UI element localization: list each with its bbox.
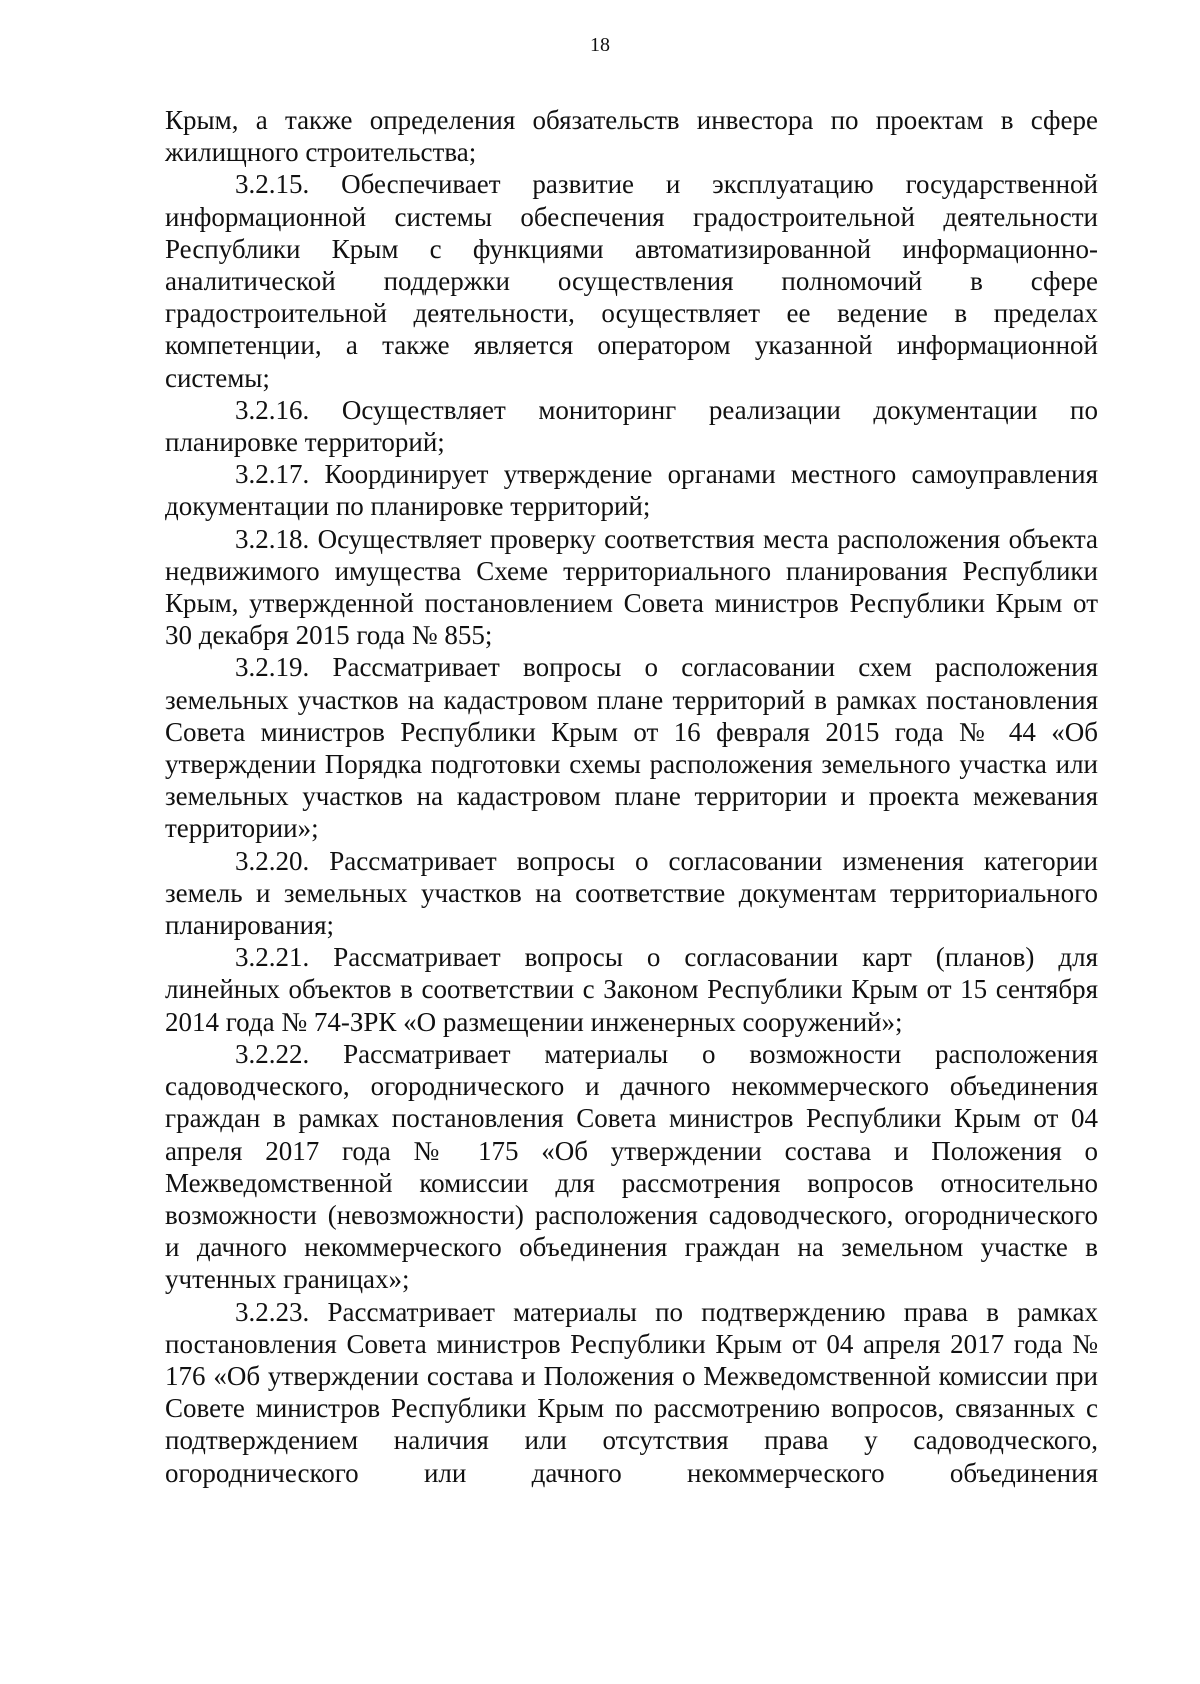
paragraph-item-3-2-22: 3.2.22. Рассматривает материалы о возможности расположения садоводческого, огороднического и дачного некоммерческого объединения граждан в рамках постановления Совета министров Республики Крым от 04 апреля 2017 года № 175 «Об утверждении состава и Положения о Межведомственной комиссии для рассмотрения вопросов относительно возможности (невозможности) расположения садоводческого, огороднического и дачного некоммерческого объединения граждан на земельном участке в учтенных границах»; xyxy=(165,1038,1098,1295)
document-body xyxy=(165,104,1098,1489)
paragraph-item-3-2-23: 3.2.23. Рассматривает материалы по подтверждению права в рамках постановления Совета министров Республики Крым от 04 апреля 2017 года № 176 «Об утверждении состава и Положения о Межведомственной комиссии при Совете министров Республики Крым по рассмотрению вопросов, связанных с подтверждением наличия или отсутствия права у садоводческого, огороднического или дачного некоммерческого объединения xyxy=(165,1296,1098,1488)
page-number: 18 xyxy=(590,34,610,56)
paragraph-item-3-2-16: 3.2.16. Осуществляет мониторинг реализации документации по планировке территорий; xyxy=(165,394,1098,458)
paragraph-item-3-2-20: 3.2.20. Рассматривает вопросы о согласовании изменения категории земель и земельных участков на соответствие документам территориального планирования; xyxy=(165,845,1098,941)
paragraph-intro-continuation: Крым, а также определения обязательств инвестора по проектам в сфере жилищного строительства; xyxy=(165,105,1098,168)
paragraph-item-3-2-19: 3.2.19. Рассматривает вопросы о согласовании схем расположения земельных участков на кадастровом плане территорий в рамках постановления Совета министров Республики Крым от 16 февраля 2015 года № 44 «Об утверждении Порядка подготовки схемы расположения земельного участка или земельных участков на кадастровом плане территории и проекта межевания территории»; xyxy=(165,652,1098,844)
paragraph-item-3-2-21: 3.2.21. Рассматривает вопросы о согласовании карт (планов) для линейных объектов в соответствии с Законом Республики Крым от 15 сентября 2014 года № 74-ЗРК «О размещении инженерных сооружений»; xyxy=(165,942,1098,1037)
paragraph-item-3-2-15: 3.2.15. Обеспечивает развитие и эксплуатацию государственной информационной системы обеспечения градостроительной деятельности Республики Крым с функциями автоматизированной информационно-аналитической поддержки осуществления полномочий в сфере градостроительной деятельности, осуществляет ее ведение в пределах компетенции, а также является оператором указанной информационной системы; xyxy=(165,169,1098,393)
paragraph-item-3-2-17: 3.2.17. Координирует утверждение органами местного самоуправления документации по планировке территорий; xyxy=(165,459,1098,522)
paragraph-item-3-2-18: 3.2.18. Осуществляет проверку соответствия места расположения объекта недвижимого имущества Схеме территориального планирования Республики Крым, утвержденной постановлением Совета министров Республики Крым от 30 декабря 2015 года № 855; xyxy=(165,523,1098,651)
